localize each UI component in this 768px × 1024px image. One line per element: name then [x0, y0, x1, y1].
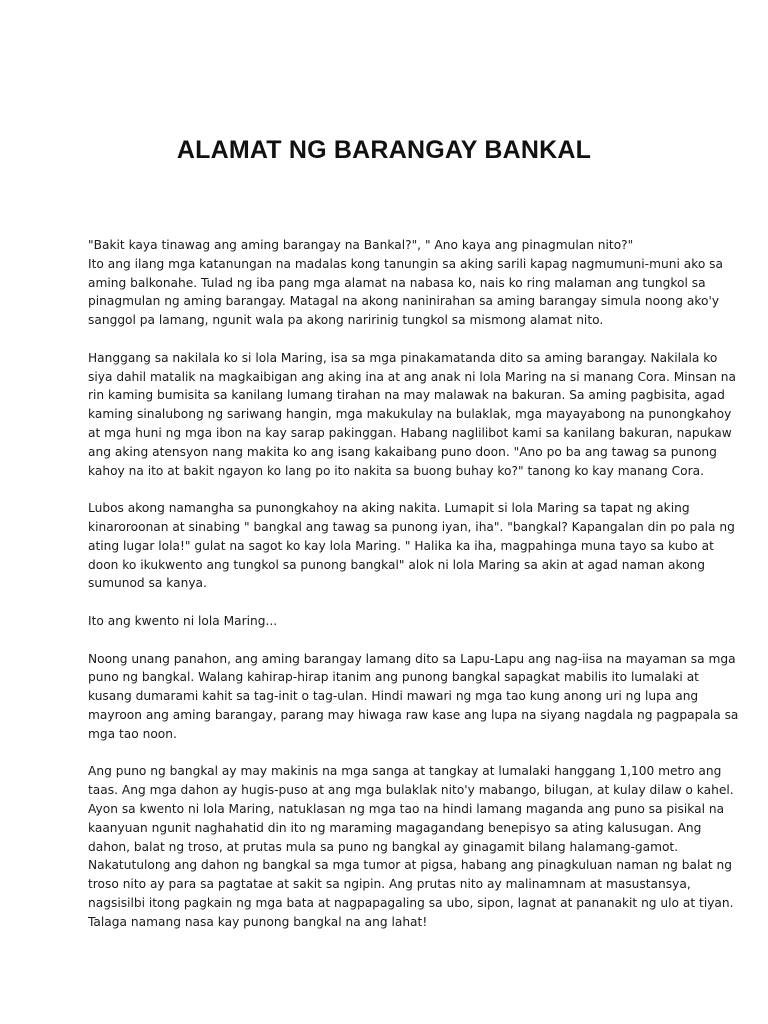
text-line: troso nito ay para sa pagtatae at sakit sa ngipin. Ang prutas nito ay malinamnam at masustansya, — [88, 877, 691, 892]
text-line: kahoy na ito at bakit ngayon ko lang po ito nakita sa buong buhay ko?" tanong ko kay manang Cora. — [88, 463, 705, 478]
text-line: kaming sinalubong ng sariwang hangin, mga makukulay na bulaklak, mga mayayabong na punongkahoy — [88, 407, 732, 422]
text-line: rin kaming bumisita sa kanilang lumang tirahan na may malawak na bakuran. Sa aming pagbisita, agad — [88, 388, 725, 403]
text-line: ating lugar lola!" gulat na sagot ko kay lola Maring. " Halika ka iha, magpahinga muna tayo sa kubo at — [88, 538, 714, 553]
text-line: pinagmulan ng aming barangay. Matagal na akong naninirahan sa aming barangay simula noong ako'y — [88, 294, 720, 309]
text-line: taas. Ang mga dahon ay hugis-puso at ang mga bulaklak nito'y mabango, bilugan, at kulay dilaw o kahel. — [88, 783, 734, 798]
document-body — [88, 236, 739, 950]
text-line: sumunod sa kanya. — [88, 576, 207, 591]
text-line: ang aking atensyon nang makita ko ang isang kakaibang puno doon. "Ano po ba ang tawag sa punong — [88, 444, 717, 459]
text-line: at mga huni ng mga ibon na kay sarap pakinggan. Habang naglilibot kami sa kanilang bakuran, napukaw — [88, 425, 732, 440]
text-line: Lubos akong namangha sa punongkahoy na aking nakita. Lumapit si lola Maring sa tapat ng aking — [88, 501, 690, 516]
text-line: siya dahil matalik na magkaibigan ang aking ina at ang anak ni lola Maring na si manang Cora. Minsan na — [88, 369, 737, 384]
text-line: Ito ang ilang mga katanungan na madalas kong tanungin sa aking sarili kapag nagmumuni-muni ako sa — [88, 256, 724, 271]
text-line: Noong unang panahon, ang aming barangay lamang dito sa Lapu-Lapu ang nag-iisa na mayaman sa mga — [88, 651, 736, 666]
text-line: mga tao noon. — [88, 726, 177, 741]
text-line: Hanggang sa nakilala ko si lola Maring, isa sa mga pinakamatanda dito sa aming barangay. Nakilala ko — [88, 350, 718, 365]
paragraph — [88, 612, 688, 631]
text-line: kusang dumarami kahit sa tag-init o tag-ulan. Hindi mawari ng mga tao kung anong uri ng lupa ang — [88, 689, 699, 704]
text-line: aming balkonahe. Tulad ng iba pang mga alamat na nabasa ko, nais ko ring malaman ang tungkol sa — [88, 275, 706, 290]
text-line: "Bakit kaya tinawag ang aming barangay na Bankal?", " Ano kaya ang pinagmulan nito?" — [88, 238, 634, 252]
text-line: Talaga namang nasa kay punong bangkal na ang lahat! — [88, 914, 428, 929]
text-line: kaanyuan ngunit naghahatid din ito ng maraming magagandang benepisyo sa ating kalusugan. Ang — [88, 820, 702, 835]
text-line: Nakatutulong ang dahon ng bangkal sa mga tumor at pigsa, habang ang pinagkuluan naman ng balat ng — [88, 858, 732, 873]
paragraph — [88, 650, 739, 744]
text-line: Ayon sa kwento ni lola Maring, natuklasan ng mga tao na hindi lamang maganda ang puno sa pisikal na — [88, 801, 725, 816]
text-line: Ito ang kwento ni lola Maring... — [88, 613, 278, 628]
paragraph — [88, 236, 724, 330]
text-line: nagsisilbi itong pagkain ng mga bata at nagpapagaling sa ubo, sipon, lagnat at pananakit ng ulo at tiyan. — [88, 895, 734, 910]
paragraph — [88, 762, 734, 931]
paragraph — [88, 499, 735, 593]
text-line: doon ko ikukwento ang tungkol sa punong bangkal" alok ni lola Maring sa akin at agad naman akong — [88, 557, 706, 572]
text-line: mayroon ang aming barangay, parang may hiwaga raw kase ang lupa na siyang nagdala ng pagpapala sa — [88, 707, 739, 722]
text-line: kinaroroonan at sinabing " bangkal ang tawag sa punong iyan, iha". "bangkal? Kapangalan din po pala ng — [88, 519, 735, 534]
text-line: sanggol pa lamang, ngunit wala pa akong naririnig tungkol sa mismong alamat nito. — [88, 313, 604, 328]
text-line: puno ng bangkal. Walang kahirap-hirap itanim ang punong bangkal sapagkat mabilis ito lumalaki at — [88, 670, 699, 685]
document-title: ALAMAT NG BARANGAY BANKAL — [176, 136, 592, 164]
text-line: dahon, balat ng troso, at prutas mula sa puno ng bangkal ay ginagamit bilang halamang-gamot. — [88, 839, 679, 854]
paragraph — [88, 349, 737, 481]
text-line: Ang puno ng bangkal ay may makinis na mga sanga at tangkay at lumalaki hanggang 1,100 metro ang — [88, 764, 722, 779]
